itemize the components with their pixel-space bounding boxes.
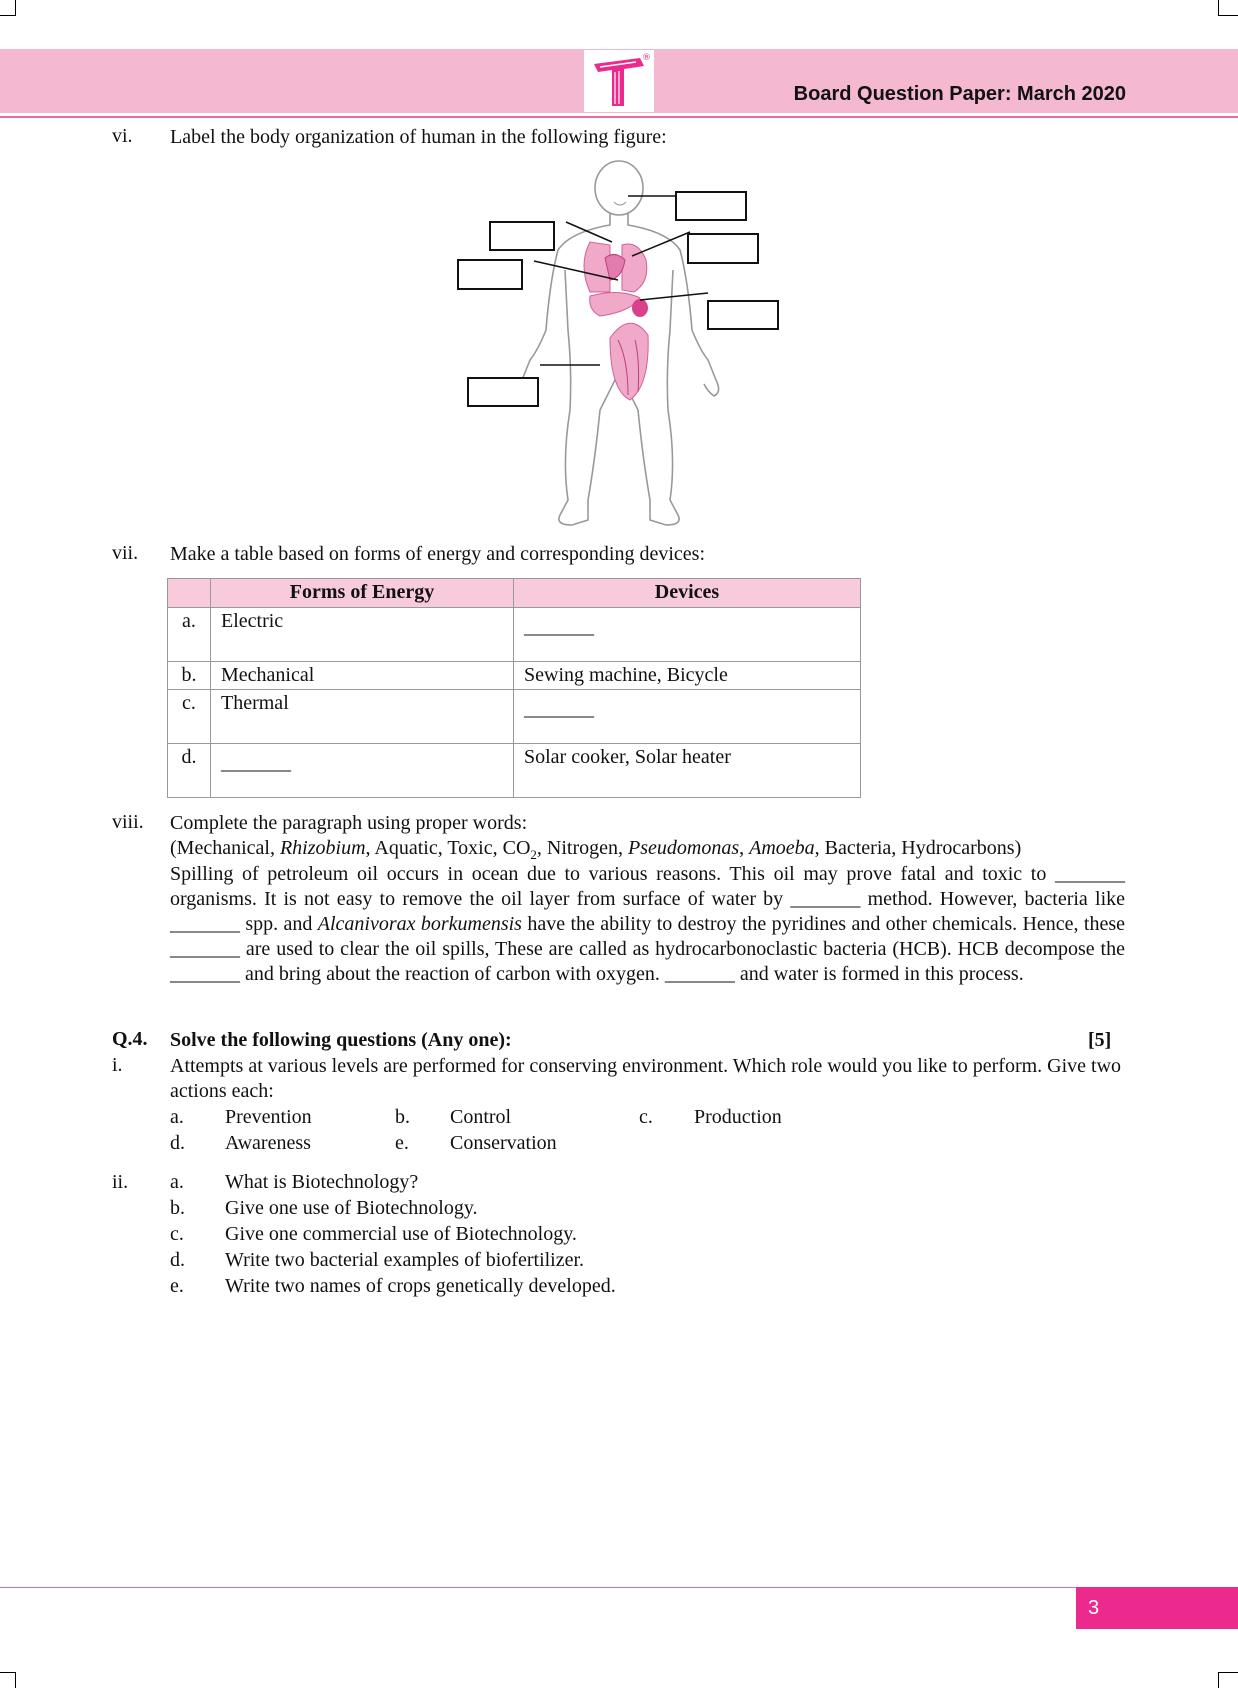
option-label: Conservation xyxy=(450,1132,557,1154)
option-letter: a. xyxy=(170,1106,184,1128)
list-item-letter: a. xyxy=(170,1171,184,1193)
table-cell: _______ xyxy=(514,690,861,744)
human-body-figure xyxy=(450,160,790,535)
page-title: Board Question Paper: March 2020 xyxy=(793,83,1126,105)
list-item-letter: e. xyxy=(170,1275,184,1297)
crop-mark-bottom-left xyxy=(0,1672,16,1688)
marks-label: [5] xyxy=(1088,1029,1112,1051)
organs xyxy=(584,202,648,400)
question-text: Complete the paragraph using proper words: xyxy=(170,812,528,834)
question-number: vi. xyxy=(112,125,133,147)
label-box[interactable] xyxy=(468,378,538,406)
section-heading: Solve the following questions (Any one): xyxy=(170,1029,512,1051)
table-cell: d. xyxy=(168,744,211,798)
word-bank: (Mechanical, Rhizobium, Aquatic, Toxic, $CO_2$, Nitrogen, Pseudomonas, Amoeba, Bacteria, Hydrocarbons) xyxy=(170,837,1022,862)
table-header xyxy=(168,579,211,608)
crop-mark-top-right xyxy=(1218,0,1238,16)
table-row xyxy=(168,690,861,744)
page-number: 3 xyxy=(1076,1587,1238,1629)
list-item-letter: b. xyxy=(170,1197,185,1219)
option-letter: d. xyxy=(170,1132,185,1154)
table-header-row xyxy=(168,579,861,608)
table-cell: b. xyxy=(168,662,211,690)
fill-in-paragraph: Spilling of petroleum oil occurs in ocean due to various reasons. This oil may prove fatal and toxic to _______ organisms. It is not easy to remove the oil layer from surface of water by _______ method. However, bacteria like _______ spp. and Alcanivorax borkumensis have the ability to destroy the pyridines and other chemicals. Hence, these _______ are used to clear the oil spills, These are called as hydrocarbonoclastic bacteria (HCB). HCB decompose the _______ and bring about the reaction of carbon with oxygen. _______ and water is formed in this process. xyxy=(170,863,1125,985)
question-text: Label the body organization of human in the following figure: xyxy=(170,126,667,148)
option-letter: b. xyxy=(395,1106,410,1128)
label-box[interactable] xyxy=(458,260,522,289)
table-cell: Sewing machine, Bicycle xyxy=(514,662,861,690)
energy-table xyxy=(167,578,861,798)
table-cell: _______ xyxy=(514,608,861,662)
question-text: Attempts at various levels are performed for conserving environment. Which role would you like to perform. Give two actions each: xyxy=(170,1055,1122,1102)
option-label: Production xyxy=(694,1106,782,1128)
option-label: Control xyxy=(450,1106,512,1128)
option-letter: c. xyxy=(639,1106,653,1128)
publisher-logo xyxy=(584,50,654,112)
question-number: Q.4. xyxy=(112,1028,148,1050)
logo-t-icon xyxy=(584,50,654,112)
option-label: Awareness xyxy=(225,1132,311,1154)
question-number: i. xyxy=(112,1054,123,1076)
option-letter: e. xyxy=(395,1132,409,1154)
list-item: Give one commercial use of Biotechnology. xyxy=(225,1223,577,1245)
table-cell: _______ xyxy=(211,744,514,798)
table-cell: Solar cooker, Solar heater xyxy=(514,744,861,798)
list-item: Write two bacterial examples of biofertilizer. xyxy=(225,1249,585,1271)
label-box[interactable] xyxy=(490,222,554,250)
table-row xyxy=(168,608,861,662)
footer-rule xyxy=(0,1587,1238,1588)
list-item-letter: d. xyxy=(170,1249,185,1271)
label-box[interactable] xyxy=(676,192,746,220)
table-cell: Thermal xyxy=(211,690,514,744)
table-header: Devices xyxy=(514,579,861,608)
crop-mark-top-left xyxy=(0,0,16,16)
header-rule xyxy=(0,116,1238,118)
list-item: What is Biotechnology? xyxy=(225,1171,419,1193)
question-number: viii. xyxy=(112,811,144,833)
table-header: Forms of Energy xyxy=(211,579,514,608)
question-number: vii. xyxy=(112,542,139,564)
table-row xyxy=(168,662,861,690)
list-item: Give one use of Biotechnology. xyxy=(225,1197,478,1219)
question-number: ii. xyxy=(112,1171,129,1193)
label-box[interactable] xyxy=(708,301,778,329)
question-text: Make a table based on forms of energy and corresponding devices: xyxy=(170,543,706,565)
table-cell: a. xyxy=(168,608,211,662)
table-cell: Electric xyxy=(211,608,514,662)
svg-text:®: ® xyxy=(642,53,651,63)
label-box[interactable] xyxy=(688,234,758,263)
option-label: Prevention xyxy=(225,1106,312,1128)
table-cell: c. xyxy=(168,690,211,744)
crop-mark-bottom-right xyxy=(1218,1672,1238,1688)
table-row xyxy=(168,744,861,798)
list-item: Write two names of crops genetically developed. xyxy=(225,1275,616,1297)
list-item-letter: c. xyxy=(170,1223,184,1245)
table-cell: Mechanical xyxy=(211,662,514,690)
